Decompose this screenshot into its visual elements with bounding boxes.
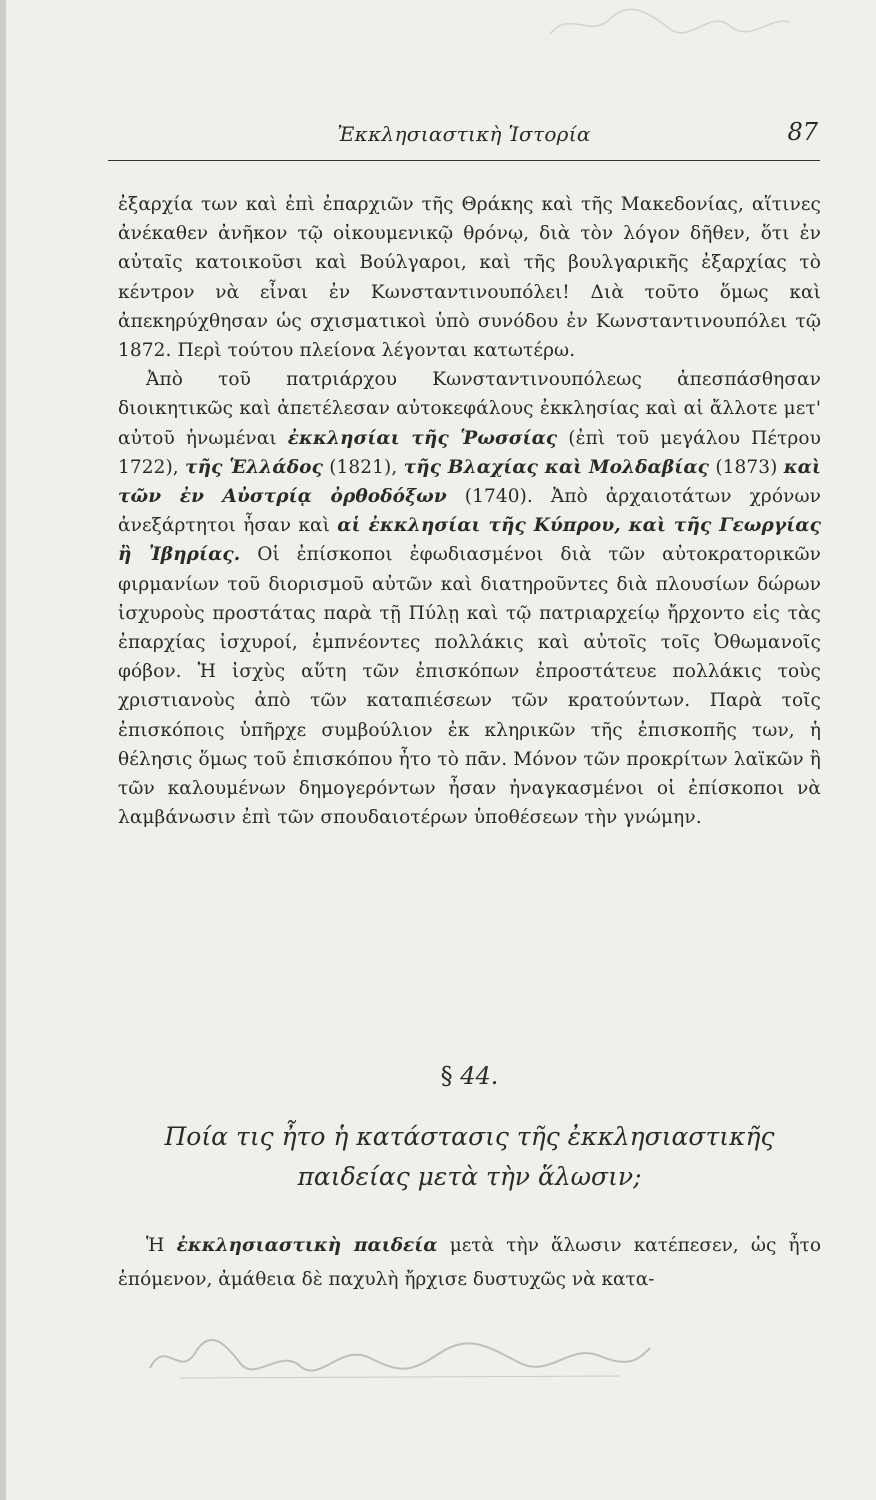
question-line-2: παιδείας μετὰ τὴν ἅλωσιν; <box>297 1162 642 1191</box>
handwritten-note-top <box>540 4 800 44</box>
emphasis-austria: καὶ τῶν ἐν Αὐστρίᾳ ὀρθοδόξων <box>118 456 822 508</box>
section-number: 44. <box>460 1062 499 1090</box>
emphasis-education: ἐκκλησιαστικὴ παιδεία <box>176 1235 438 1256</box>
emphasis-cyprus: αἱ ἐκκλησίαι τῆς Κύπρου, καὶ τῆς Γεωργίας ἢ Ἰβηρίας. <box>118 515 821 566</box>
emphasis-russia: ἐκκλησίαι τῆς Ῥωσσίας <box>287 427 558 449</box>
main-text <box>118 190 821 832</box>
page-header <box>108 118 820 158</box>
question-line-1: Ποία τις ἦτο ἡ κατάστασις τῆς ἐκκλησιαστικῆς <box>164 1122 775 1151</box>
paragraph-2: Ἀπὸ τοῦ πατριάρχου Κωνσταντινουπόλεως ἀπεσπάσθησαν διοικητικῶς καὶ ἀπετέλεσαν αὐτοκεφάλους ἐκκλησίας καὶ αἱ ἄλλοτε μετ' αὐτοῦ ἡνωμέναι ἐκκλησίαι τῆς Ῥωσσίας (ἐπὶ τοῦ μεγάλου Πέτρου 1722), τῆς Ἑλλάδος (1821), τῆς Βλαχίας καὶ Μολδαβίας (1873) καὶ τῶν ἐν Αὐστρίᾳ ὀρθοδόξων (1740). Ἀπὸ ἀρχαιοτάτων χρόνων ἀνεξάρτητοι ἦσαν καὶ αἱ ἐκκλησίαι τῆς Κύπρου, καὶ τῆς Γεωργίας ἢ Ἰβηρίας. Οἱ ἐπίσκοποι ἐφωδιασμένοι διὰ τῶν αὐτοκρατορικῶν φιρμανίων τοῦ διορισμοῦ αὐτῶν καὶ διατηροῦντες διὰ πλουσίων δώρων ἰσχυροὺς προστάτας παρὰ τῇ Πύλῃ καὶ τῷ πατριαρχείῳ ἤρχοντο εἰς τὰς ἐπαρχίας ἰσχυροί, ἐμπνέοντες πολλάκις καὶ αὐτοῖς τοῖς Ὀθωμανοῖς φόβον. Ἡ ἰσχὺς αὕτη τῶν ἐπισκόπων ἐπροστάτευε πολλάκις τοὺς χριστιανοὺς ἀπὸ τῶν καταπιέσεων τῶν κρατούντων. Παρὰ τοῖς ἐπισκόποις ὑπῆρχε συμβούλιον ἐκ κληρικῶν τῆς ἐπισκοπῆς των, ἡ θέλησις ὅμως τοῦ ἐπισκόπου ἦτο τὸ πᾶν. Μόνον τῶν προκρίτων λαϊκῶν ἢ τῶν καλουμένων δημογερόντων ἦσαν ἠναγκασμένοι οἱ ἐπίσκοποι νὰ λαμβάνωσιν ἐπὶ τῶν σπουδαιοτέρων ὑποθέσεων τὴν γνώμην. <box>118 369 822 829</box>
section-question <box>118 1117 821 1197</box>
page-spine <box>0 0 6 1500</box>
emphasis-wallachia: τῆς Βλαχίας καὶ Μολδαβίας <box>403 456 710 478</box>
running-title: Ἐκκλησιαστικὴ Ἱστορία <box>337 122 591 146</box>
section-heading <box>118 1062 821 1090</box>
section-mark: § <box>440 1062 453 1090</box>
page-number: 87 <box>787 118 818 146</box>
paragraph-1: ἐξαρχία των καὶ ἐπὶ ἐπαρχιῶν τῆς Θράκης καὶ τῆς Μακεδονίας, αἵτινες ἀνέκαθεν ἀνῆκον τῷ οἰκουμενικῷ θρόνῳ, διὰ τὸν λόγον δῆθεν, ὅτι ἐν αὐταῖς κατοικοῦσι καὶ Βούλγαροι, καὶ τῆς βουλγαρικῆς ἐξαρχίας τὸ κέντρον νὰ εἶναι ἐν Κωνσταντινουπόλει! Διὰ τοῦτο ὅμως καὶ ἀπεκηρύχθησαν ὡς σχισματικοὶ ὑπὸ συνόδου ἐν Κωνσταντινουπόλει τῷ 1872. Περὶ τούτου πλείονα λέγονται κατωτέρω. <box>118 194 821 362</box>
emphasis-greece: τῆς Ἑλλάδος <box>185 456 323 478</box>
header-rule <box>108 160 820 161</box>
answer-paragraph: Ἡ ἐκκλησιαστικὴ παιδεία μετὰ τὴν ἅλωσιν κατέπεσεν, ὡς ἦτο ἑπόμενον, ἀμάθεια δὲ παχυλὴ ἤρχισε δυστυχῶς νὰ κατα- <box>118 1235 821 1290</box>
handwritten-signature <box>140 1328 660 1388</box>
